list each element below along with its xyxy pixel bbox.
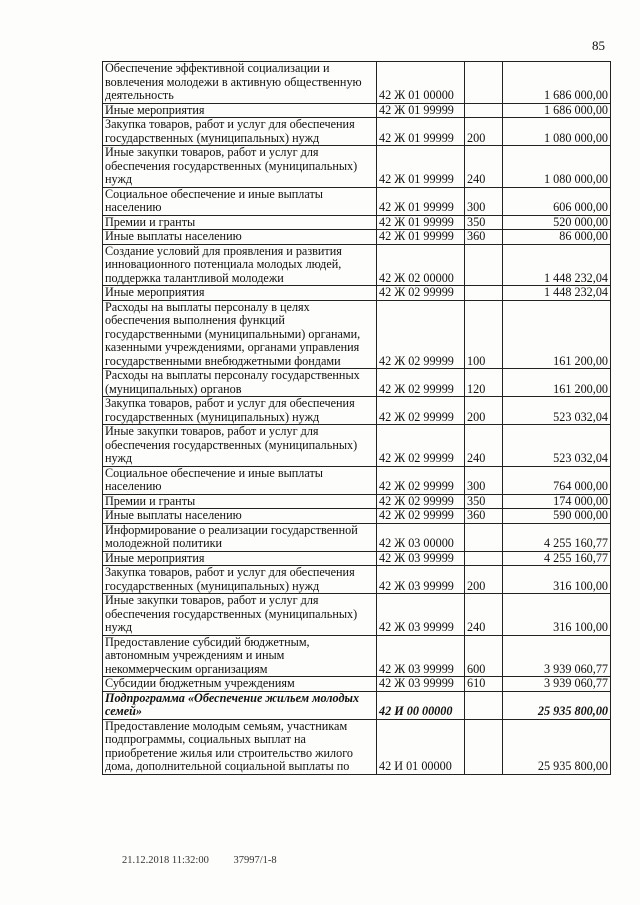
cell-amount: 590 000,00 [503,509,611,524]
table-row [103,230,611,245]
cell-code: 42 Ж 01 00000 [377,62,465,104]
cell-name: Расходы на выплаты персоналу государственных (муниципальных) органов [103,369,377,397]
table-row [103,494,611,509]
table-row [103,146,611,188]
cell-type [465,244,503,286]
cell-name: Закупка товаров, работ и услуг для обеспечения государственных (муниципальных) нужд [103,566,377,594]
cell-type: 200 [465,397,503,425]
cell-type [465,286,503,301]
cell-amount: 4 255 160,77 [503,523,611,551]
cell-name: Предоставление субсидий бюджетным, автономным учреждениям и иным некоммерческим организациям [103,635,377,677]
cell-amount: 25 935 800,00 [503,719,611,774]
table-row [103,551,611,566]
cell-name: Премии и гранты [103,494,377,509]
table-row [103,300,611,369]
cell-code: 42 Ж 01 99999 [377,230,465,245]
cell-code: 42 Ж 02 99999 [377,286,465,301]
table-row [103,62,611,104]
cell-code: 42 Ж 02 99999 [377,369,465,397]
cell-code: 42 Ж 01 99999 [377,187,465,215]
table-row [103,566,611,594]
cell-code: 42 Ж 02 99999 [377,397,465,425]
cell-amount: 161 200,00 [503,369,611,397]
budget-table [102,61,611,775]
cell-type: 300 [465,466,503,494]
footer-datetime: 21.12.2018 11:32:00 [122,855,209,866]
cell-code: 42 Ж 02 99999 [377,466,465,494]
cell-name: Иные закупки товаров, работ и услуг для обеспечения государственных (муниципальных) нужд [103,146,377,188]
cell-type [465,691,503,719]
cell-code: 42 Ж 01 99999 [377,215,465,230]
cell-amount: 1 686 000,00 [503,62,611,104]
cell-amount: 764 000,00 [503,466,611,494]
cell-name: Закупка товаров, работ и услуг для обеспечения государственных (муниципальных) нужд [103,397,377,425]
cell-type [465,523,503,551]
cell-amount: 316 100,00 [503,566,611,594]
cell-amount: 1 448 232,04 [503,244,611,286]
cell-code: 42 Ж 03 00000 [377,523,465,551]
cell-type: 200 [465,118,503,146]
cell-amount: 25 935 800,00 [503,691,611,719]
cell-amount: 1 448 232,04 [503,286,611,301]
table-row [103,425,611,467]
table-row [103,187,611,215]
cell-name: Премии и гранты [103,215,377,230]
cell-amount: 523 032,04 [503,425,611,467]
table-row [103,691,611,719]
cell-code: 42 Ж 03 99999 [377,635,465,677]
cell-code: 42 Ж 02 99999 [377,300,465,369]
cell-amount: 1 080 000,00 [503,146,611,188]
footer [122,855,299,866]
table-row [103,286,611,301]
cell-code: 42 Ж 02 99999 [377,494,465,509]
table-row [103,118,611,146]
cell-code: 42 Ж 03 99999 [377,677,465,692]
cell-type: 240 [465,594,503,636]
cell-code: 42 Ж 02 00000 [377,244,465,286]
cell-type: 600 [465,635,503,677]
cell-amount: 86 000,00 [503,230,611,245]
cell-amount: 606 000,00 [503,187,611,215]
cell-code: 42 Ж 01 99999 [377,146,465,188]
cell-amount: 4 255 160,77 [503,551,611,566]
table-row [103,509,611,524]
page-number: 85 [592,38,605,53]
cell-type: 350 [465,494,503,509]
cell-type: 100 [465,300,503,369]
cell-amount: 316 100,00 [503,594,611,636]
cell-type: 240 [465,425,503,467]
table-row [103,369,611,397]
table-row [103,397,611,425]
cell-type: 240 [465,146,503,188]
cell-name: Иные мероприятия [103,103,377,118]
table-row [103,677,611,692]
table-row [103,719,611,774]
cell-name: Информирование о реализации государственной молодежной политики [103,523,377,551]
budget-table-body [103,62,611,775]
cell-amount: 1 080 000,00 [503,118,611,146]
cell-name: Иные закупки товаров, работ и услуг для обеспечения государственных (муниципальных) нужд [103,425,377,467]
cell-name: Социальное обеспечение и иные выплаты населению [103,466,377,494]
cell-type: 360 [465,509,503,524]
cell-code: 42 И 00 00000 [377,691,465,719]
cell-name: Закупка товаров, работ и услуг для обеспечения государственных (муниципальных) нужд [103,118,377,146]
cell-type: 200 [465,566,503,594]
cell-name: Иные выплаты населению [103,509,377,524]
table-row [103,594,611,636]
cell-code: 42 Ж 01 99999 [377,103,465,118]
cell-name: Предоставление молодым семьям, участникам подпрограммы, социальных выплат на приобретение жилья или строительство жилого дома, дополнительной социальной выплаты по [103,719,377,774]
cell-amount: 161 200,00 [503,300,611,369]
cell-type [465,551,503,566]
table-row [103,244,611,286]
cell-name: Иные выплаты населению [103,230,377,245]
cell-amount: 523 032,04 [503,397,611,425]
cell-code: 42 Ж 01 99999 [377,118,465,146]
cell-type [465,62,503,104]
table-row [103,635,611,677]
cell-code: 42 Ж 02 99999 [377,509,465,524]
cell-type: 120 [465,369,503,397]
cell-amount: 3 939 060,77 [503,677,611,692]
cell-code: 42 Ж 02 99999 [377,425,465,467]
cell-name: Иные мероприятия [103,551,377,566]
table-row [103,523,611,551]
cell-type: 350 [465,215,503,230]
cell-amount: 174 000,00 [503,494,611,509]
cell-name: Иные закупки товаров, работ и услуг для обеспечения государственных (муниципальных) нужд [103,594,377,636]
cell-code: 42 Ж 03 99999 [377,551,465,566]
cell-name: Социальное обеспечение и иные выплаты населению [103,187,377,215]
footer-doc-id: 37997/1-8 [233,855,277,866]
cell-type: 610 [465,677,503,692]
cell-amount: 1 686 000,00 [503,103,611,118]
cell-type: 360 [465,230,503,245]
cell-name: Расходы на выплаты персоналу в целях обеспечения выполнения функций государственными (муниципальными) органами, казенными учреждениями, органами управления государственными внебюджетными фондами [103,300,377,369]
cell-type: 300 [465,187,503,215]
cell-code: 42 Ж 03 99999 [377,594,465,636]
cell-name: Иные мероприятия [103,286,377,301]
cell-code: 42 Ж 03 99999 [377,566,465,594]
cell-name: Подпрограмма «Обеспечение жильем молодых семей» [103,691,377,719]
cell-code: 42 И 01 00000 [377,719,465,774]
cell-name: Субсидии бюджетным учреждениям [103,677,377,692]
table-row [103,215,611,230]
cell-name: Создание условий для проявления и развития инновационного потенциала молодых людей, поддержка талантливой молодежи [103,244,377,286]
table-row [103,466,611,494]
table-row [103,103,611,118]
cell-name: Обеспечение эффективной социализации и вовлечения молодежи в активную общественную деятельность [103,62,377,104]
cell-amount: 3 939 060,77 [503,635,611,677]
cell-type [465,719,503,774]
cell-amount: 520 000,00 [503,215,611,230]
cell-type [465,103,503,118]
